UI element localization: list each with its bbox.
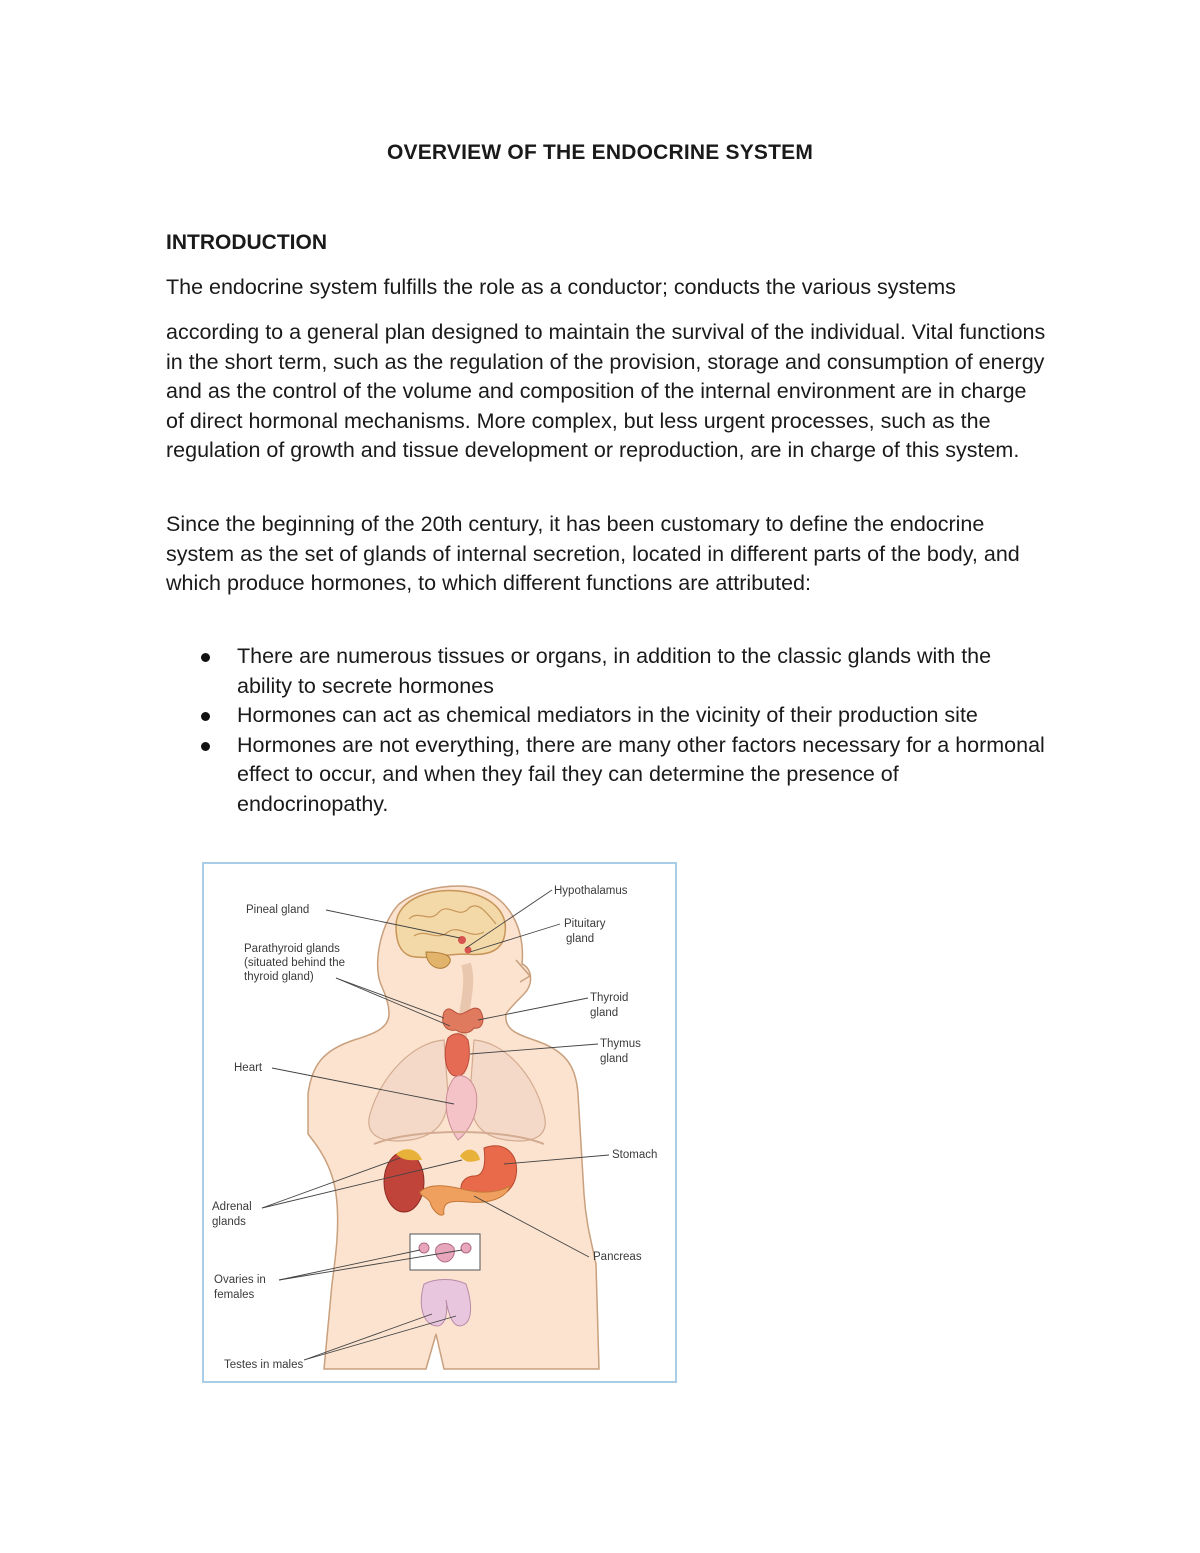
- document-title: OVERVIEW OF THE ENDOCRINE SYSTEM: [386, 141, 814, 164]
- label-parathyroid-1: Parathyroid glands: [244, 943, 340, 955]
- paragraph-3: Since the beginning of the 20th century, it has been customary to define the endocrine system as the set of glands of internal secretion, located in different parts of the body, and which produce hormones, to which different functions are attributed:: [166, 512, 1020, 595]
- label-stomach: Stomach: [612, 1149, 658, 1161]
- bullet-text: Hormones are not everything, there are many other factors necessary for a hormonal effect to occur, and when they fail they can determine the presence of endocrinopathy.: [237, 732, 1045, 816]
- label-parathyroid-3: thyroid gland): [244, 971, 314, 983]
- bullet-text: Hormones can act as chemical mediators in the vicinity of their production site: [237, 703, 978, 727]
- label-parathyroid-2: (situated behind the: [244, 957, 346, 969]
- pineal-dot: [458, 936, 466, 944]
- label-pituitary-2: gland: [566, 933, 595, 945]
- bullet-item: [166, 731, 1046, 820]
- label-thymus-1: Thymus: [600, 1038, 641, 1050]
- label-pituitary-1: Pituitary: [564, 918, 606, 930]
- bullet-text: There are numerous tissues or organs, in addition to the classic glands with the ability to secrete hormones: [237, 644, 992, 698]
- label-adrenal-2: glands: [212, 1216, 246, 1228]
- label-thymus-2: gland: [600, 1053, 629, 1065]
- label-pineal-gland: Pineal gland: [246, 904, 310, 916]
- bullet-icon: [201, 742, 210, 751]
- label-ovaries-1: Ovaries in: [214, 1274, 266, 1286]
- kidney-shape: [384, 1152, 424, 1212]
- bullet-list: [166, 642, 1046, 819]
- paragraph-1: The endocrine system fulfills the role as a conductor; conducts the various systems: [166, 275, 956, 299]
- pituitary-dot: [465, 947, 472, 954]
- endocrine-system-figure: [202, 862, 677, 1383]
- label-ovaries-2: females: [214, 1289, 255, 1301]
- ovary-right: [461, 1243, 471, 1253]
- thymus-shape: [445, 1034, 469, 1076]
- bullet-icon: [201, 712, 210, 721]
- label-heart: Heart: [234, 1062, 263, 1074]
- label-thyroid-2: gland: [590, 1007, 619, 1019]
- ovary-left: [419, 1243, 429, 1253]
- label-pancreas: Pancreas: [593, 1251, 642, 1263]
- bullet-item: [166, 701, 1046, 731]
- bullet-icon: [201, 653, 210, 662]
- label-adrenal-1: Adrenal: [212, 1201, 252, 1213]
- paragraph-2: according to a general plan designed to maintain the survival of the individual. Vital functions in the short term, such as the regulation of the provision, storage and consumption of energy and as the control of the volume and composition of the internal environment are in charge of direct hormonal mechanisms. More complex, but less urgent processes, such as the regulation of growth and tissue development or reproduction, are in charge of this system.: [166, 320, 1046, 462]
- brain-shape: [396, 890, 505, 957]
- label-hypothalamus: Hypothalamus: [554, 885, 628, 897]
- bullet-item: [166, 642, 1046, 701]
- label-testes: Testes in males: [224, 1359, 304, 1371]
- endocrine-diagram: [204, 864, 675, 1381]
- label-thyroid-1: Thyroid: [590, 992, 629, 1004]
- section-heading-introduction: INTRODUCTION: [166, 231, 327, 254]
